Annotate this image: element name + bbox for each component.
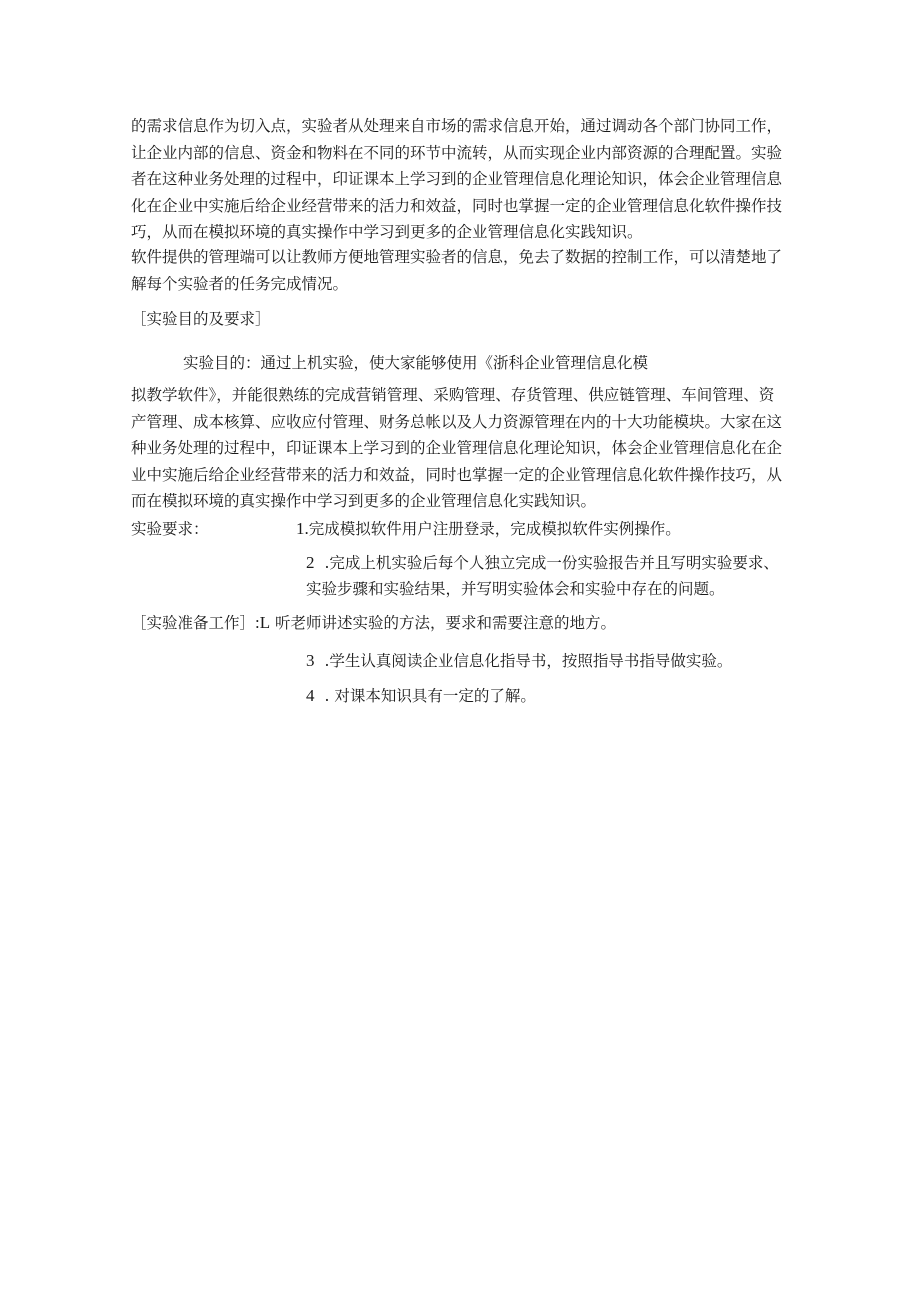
- requirement-item-2: [306, 550, 779, 602]
- item-number: 1.: [296, 519, 309, 538]
- text-line: 的需求信息作为切入点，实验者从处理来自市场的需求信息开始，通过调动各个部门协同工作，: [131, 117, 783, 135]
- preparation-label: ［实验准备工作］: [131, 614, 256, 632]
- intro-paragraph: [131, 113, 791, 246]
- item-text: . 对课本知识具有一定的了解。: [324, 687, 536, 705]
- text-line: 而在模拟环境的真实操作中学习到更多的企业管理信息化实践知识。: [131, 492, 597, 510]
- item-number: 3: [306, 651, 315, 670]
- text-line: 解每个实验者的任务完成情况。: [131, 274, 349, 293]
- requirements-label: 实验要求：: [131, 520, 209, 538]
- text-line: 业中实施后给企业经营带来的活力和效益，同时也掌握一定的企业管理信息化软件操作技巧，从: [131, 465, 783, 484]
- text-line: 者在这种业务处理的过程中，印证课本上学习到的企业管理信息化理论知识，体会企业管理信息: [131, 170, 783, 188]
- item-number: 2: [306, 553, 315, 572]
- text-line: 让企业内部的信息、资金和物料在不同的环节中流转，从而实现企业内部资源的合理配置。实验: [131, 143, 783, 162]
- preparation-line: [131, 610, 616, 636]
- item-text: 完成模拟软件用户注册登录，完成模拟软件实例操作。: [308, 520, 681, 538]
- item-text-continued: 实验步骤和实验结果，并写明实验体会和实验中存在的问题。: [306, 580, 725, 598]
- text-line: 拟教学软件》，并能很熟练的完成营销管理、采购管理、存货管理、供应链管理、车间管理、资: [131, 386, 775, 404]
- preparation-item-4: [306, 683, 536, 709]
- admin-paragraph: [131, 244, 791, 297]
- item-text: .学生认真阅读企业信息化指导书，按照指导书指导做实验。: [324, 652, 733, 670]
- text-line: 软件提供的管理端可以让教师方便地管理实验者的信息，免去了数据的控制工作，可以清楚地了: [131, 248, 783, 266]
- requirement-item-1: [296, 516, 681, 542]
- item-text: .完成上机实验后每个人独立完成一份实验报告并且写明实验要求、: [324, 554, 779, 572]
- item-number: :L: [255, 613, 271, 632]
- text-line: 种业务处理的过程中，印证课本上学习到的企业管理信息化理论知识，体会企业管理信息化在企: [131, 439, 783, 457]
- purpose-paragraph: [131, 382, 791, 515]
- text-line: 化在企业中实施后给企业经营带来的活力和效益，同时也掌握一定的企业管理信息化软件操作技: [131, 196, 783, 215]
- section-heading-purpose: ［实验目的及要求］: [131, 310, 271, 328]
- purpose-first-line: 实验目的：通过上机实验，使大家能够使用《浙科企业管理信息化模: [183, 354, 649, 372]
- text-line: 产管理、成本核算、应收应付管理、财务总帐以及人力资源管理在内的十大功能模块。大家在这: [131, 412, 783, 431]
- item-number: 4: [306, 686, 315, 705]
- preparation-item-3: [306, 648, 732, 674]
- text-line: 巧，从而在模拟环境的真实操作中学习到更多的企业管理信息化实践知识。: [131, 223, 643, 241]
- item-text: 听老师讲述实验的方法，要求和需要注意的地方。: [270, 614, 617, 632]
